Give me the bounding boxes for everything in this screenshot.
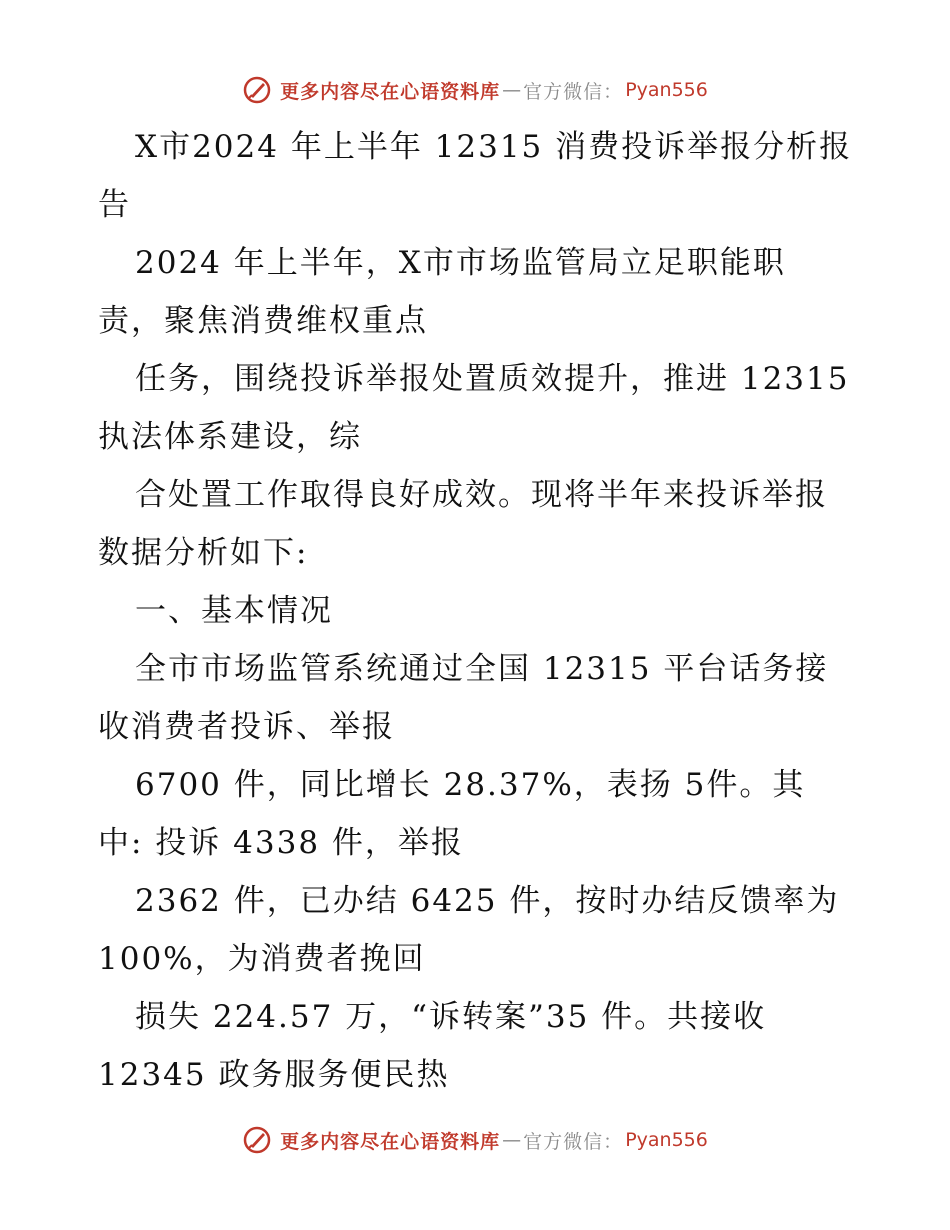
footer-watermark-banner <box>0 1120 950 1160</box>
paragraph-line: 2362 件，已办结 6425 件，按时办结反馈率为 <box>135 883 840 919</box>
banner-separator: — <box>502 1129 522 1151</box>
paragraph-line: 数据分析如下: <box>98 535 309 571</box>
paragraph-line: 2024 年上半年，X市市场监管局立足职能职 <box>135 245 786 281</box>
banner-official-label: 官方微信： <box>523 80 624 103</box>
paragraph-line: 责，聚焦消费维权重点 <box>98 303 428 339</box>
banner-text: 更多内容尽在心语资料库 <box>280 80 501 103</box>
banner-separator: — <box>502 79 522 101</box>
paragraph-line: 12345 政务服务便民热 <box>98 1057 450 1093</box>
paragraph-line: 损失 224.57 万，“诉转案”35 件。共接收 <box>135 999 767 1035</box>
paragraph-line: 收消费者投诉、举报 <box>98 709 395 745</box>
paragraph-line: 6700 件，同比增长 28.37%，表扬 5件。其 <box>135 767 806 803</box>
document-body <box>98 118 858 1104</box>
banner-wechat-id: Pyan556 <box>625 1129 708 1151</box>
header-watermark-banner <box>0 70 950 110</box>
paragraph-line: 100%，为消费者挽回 <box>98 941 426 977</box>
paragraph-line: 全市市场监管系统通过全国 12315 平台话务接 <box>135 651 829 687</box>
document-title-line-1: X市2024 年上半年 12315 消费投诉举报分析报 <box>135 129 853 165</box>
quill-logo-icon <box>242 1125 272 1155</box>
section-heading: 一、基本情况 <box>135 593 333 629</box>
banner-wechat-id: Pyan556 <box>625 79 708 101</box>
paragraph-line: 合处置工作取得良好成效。现将半年来投诉举报 <box>135 477 828 513</box>
banner-text: 更多内容尽在心语资料库 <box>280 1130 501 1153</box>
paragraph-line: 中: 投诉 4338 件，举报 <box>98 825 464 861</box>
document-title-line-2: 告 <box>98 187 131 223</box>
banner-official-label: 官方微信： <box>523 1130 624 1153</box>
paragraph-line: 任务，围绕投诉举报处置质效提升，推进 12315 <box>135 361 850 397</box>
paragraph-line: 执法体系建设，综 <box>98 419 362 455</box>
quill-logo-icon <box>242 75 272 105</box>
